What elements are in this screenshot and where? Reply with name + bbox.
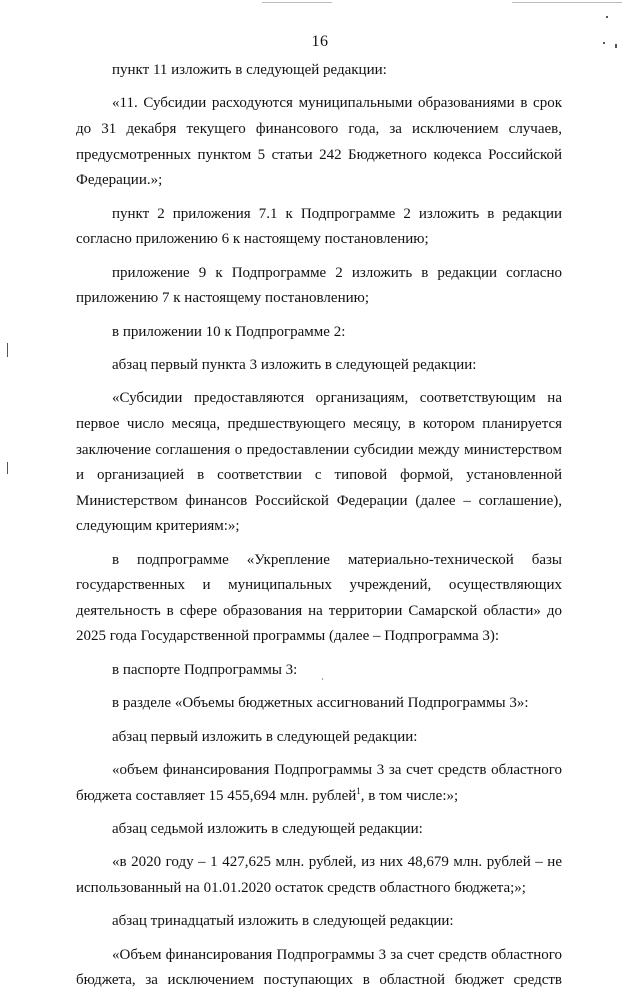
paragraph: абзац первый пункта 3 изложить в следующей редакции: bbox=[112, 356, 477, 373]
paragraph: «в 2020 году – 1 427,625 млн. рублей, из них 48,679 млн. рублей – не использованный на 01.01.2020 остаток средств областного бюджета;»; bbox=[76, 854, 562, 896]
paragraph: «Объем финансирования Подпрограммы 3 за счет средств областного бюджета, за исключением поступающих в областной бюджет средств bbox=[76, 946, 562, 989]
paragraph: «11. Субсидии расходуются муниципальными образованиями в срок до 31 декабря текущего финансового года, за исключением случаев, предусмотренных пунктом 5 статьи 242 Бюджетного кодекса Российской Федерации.»; bbox=[76, 95, 562, 189]
paragraph: в подпрограмме «Укрепление материально-технической базы государственных и муниципальных учреждений, осуществляющих деятельность в сфере образования на территории Самарской области» до 2025 года Государственной программы (далее – Подпрограмма 3): bbox=[76, 551, 562, 645]
footnote-marker: 1 bbox=[356, 785, 361, 796]
paragraph: пункт 2 приложения 7.1 к Подпрограмме 2 изложить в редакции согласно приложению 6 к настоящему постановлению; bbox=[76, 205, 562, 248]
scan-artifact-mark bbox=[606, 16, 608, 18]
page-number: 16 bbox=[311, 33, 329, 50]
scan-artifact-left-edge bbox=[7, 462, 8, 474]
document-body bbox=[76, 58, 562, 1002]
paragraph-funding bbox=[76, 758, 562, 809]
scan-artifact-left-edge bbox=[7, 343, 8, 357]
paragraph: приложение 9 к Подпрограмме 2 изложить в редакции согласно приложению 7 к настоящему постановлению; bbox=[76, 264, 562, 307]
scan-artifact-top bbox=[262, 2, 332, 3]
paragraph: абзац седьмой изложить в следующей редакции: bbox=[112, 821, 423, 837]
paragraph: в паспорте Подпрограммы 3: bbox=[112, 661, 298, 678]
funding-text-end: , в том числе:»; bbox=[360, 787, 459, 804]
paragraph: абзац тринадцатый изложить в следующей редакции: bbox=[112, 913, 454, 930]
paragraph: «Субсидии предоставляются организациям, соответствующим на первое число месяца, предшествующего месяцу, в котором планируется заключение соглашения о предоставлении субсидии между министерством и организацией в соответствии с типовой формой, установленной Министерством финансов Российской Федерации (далее – соглашение), следующим критериям:»; bbox=[76, 390, 562, 535]
paragraph: в приложении 10 к Подпрограмме 2: bbox=[112, 323, 346, 340]
paragraph: в разделе «Объемы бюджетных ассигнований Подпрограммы 3»: bbox=[112, 695, 529, 712]
funding-text: «объем финансирования Подпрограммы 3 за счет средств областного бюджета составляет 15 455,694 млн. рублей bbox=[76, 762, 562, 804]
paragraph: пункт 11 изложить в следующей редакции: bbox=[112, 62, 387, 78]
scan-artifact-top-right bbox=[512, 2, 622, 3]
paragraph: абзац первый изложить в следующей редакции: bbox=[112, 728, 418, 745]
